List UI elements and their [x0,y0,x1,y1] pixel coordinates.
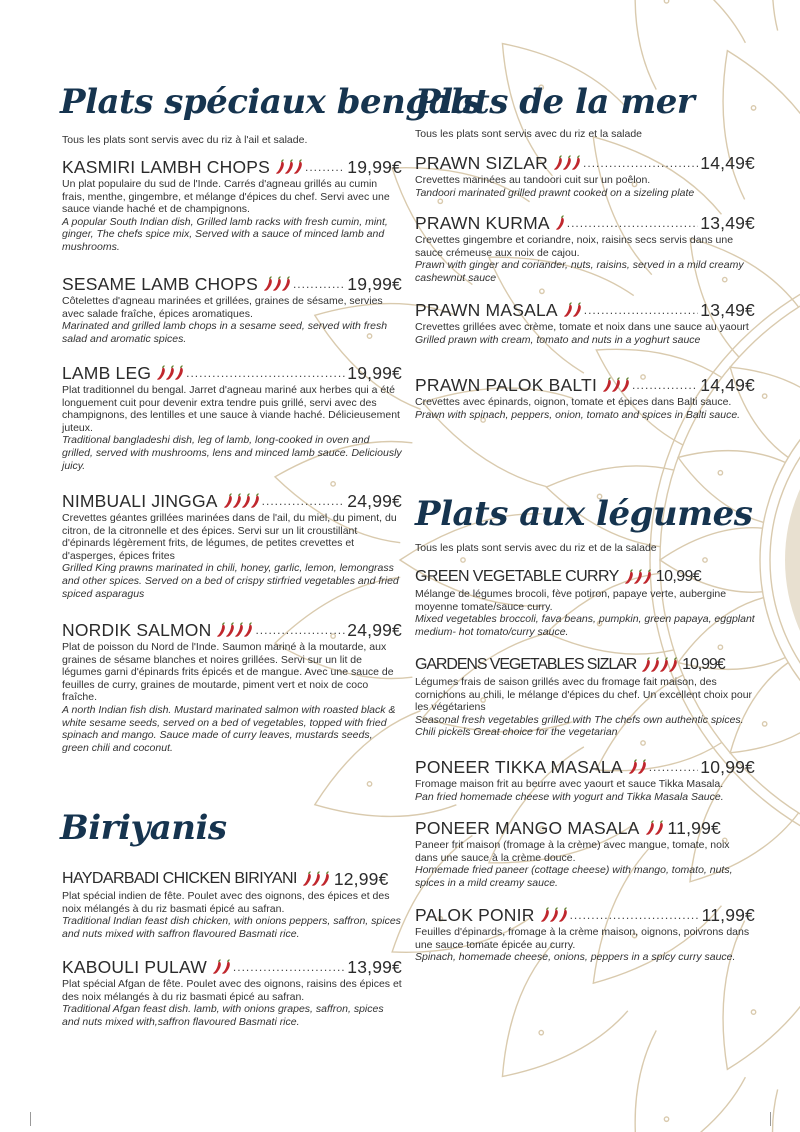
leader-dots [293,277,345,291]
item-description-fr: Crevettes gingembre et coriandre, noix, raisins secs servis dans une sauce crémeuse aux noix de cajou. [415,234,734,259]
chili-pepper-icon [320,871,331,887]
spice-level [553,155,580,171]
item-description-en: Prawn with spinach, peppers, onion, tomato and spices in Balti sauce. [415,408,741,421]
menu-item [415,212,755,284]
chili-pepper-icon [654,820,665,836]
spice-level [223,493,259,509]
item-name: GREEN VEGETABLE CURRY [415,568,619,585]
leader-dots [567,216,699,230]
chili-pepper-icon [293,159,304,175]
item-price: 11,99€ [667,817,721,838]
leader-dots [649,760,699,774]
item-description-fr: Légumes frais de saison grillés avec du fromage fait maison, des cornichons au chili, le mélange d'épices du chef. Un excellent choix pour les végétariens [415,676,753,714]
spice-level [302,871,329,887]
spice-level [624,569,651,585]
chili-pepper-icon [221,959,232,975]
item-price: 13,49€ [700,212,755,233]
section-title-legumes: Plats aux légumes [415,494,753,534]
chili-pepper-icon [668,657,679,673]
menu-item [415,374,755,421]
menu-item [62,956,402,1028]
item-price: 19,99€ [347,362,402,383]
menu-item [415,566,755,638]
section-subtitle-bengal: Tous les plats sont servis avec du riz à l'ail et salade. [62,134,308,146]
leader-dots [262,494,346,508]
menu-item [62,156,402,254]
menu-item [415,152,755,199]
spice-level [602,377,629,393]
leader-dots [570,908,700,922]
leader-dots [583,156,698,170]
item-description-en: Pan fried homemade cheese with yogurt and Tikka Masala Sauce. [415,790,724,803]
section-title-biriyanis: Biriyanis [60,808,227,848]
chili-pepper-icon [572,302,583,318]
spice-level [212,959,230,975]
chili-pepper-icon [637,759,648,775]
leader-dots [632,378,698,392]
menu-item [415,756,755,803]
item-description-fr: Crevettes géantes grillées marinées dans de l'ail, du miel, du piment, du citron, de la citronnelle et des épices. Servi sur un lit croustillant d'épinards légèrement frits, de légumes, de petites crevettes et d'asperges, épices frites [62,512,397,562]
item-price: 13,99€ [347,956,402,977]
chili-pepper-icon [620,377,631,393]
item-name: PALOK PONIR [415,904,535,925]
spice-level [563,302,581,318]
menu-item [62,273,402,345]
menu-item [62,362,402,472]
menu-item [415,904,755,964]
item-description-en: A popular South Indian dish, Grilled lamb racks with fresh cumin, mint, ginger, The chefs spice mix, Served with a sauce of minced lamb and mushrooms. [62,215,388,253]
item-description-en: Marinated and grilled lamb chops in a sesame seed, served with fresh salad and aromatic spices. [62,320,388,345]
chili-pepper-icon [558,907,569,923]
item-description-fr: Fromage maison frit au beurre avec yaourt et sauce Tikka Masala. [415,778,724,790]
item-description-en: Seasonal fresh vegetables grilled with The chefs own authentic spices. Chili pickels Great choice for the vegetarian [415,713,744,739]
item-name: SESAME LAMB CHOPS [62,273,258,294]
item-description-fr: Plat spécial indien de fête. Poulet avec des oignons, des épices et des noix mélangés à du riz basmati épicé au safran. [62,890,390,915]
crop-mark [30,1112,31,1126]
item-description-fr: Feuilles d'épinards, fromage à la crème maison, oignons, poivrons dans une sauce tomate épicée au curry. [415,926,750,951]
item-name: NORDIK SALMON [62,619,212,640]
chili-pepper-icon [571,155,582,171]
item-name: PRAWN KURMA [415,212,550,233]
item-description-en: Grilled prawn with cream, tomato and nuts in a yoghurt sauce [415,333,701,346]
item-description-fr: Mélange de légumes brocoli, fève potiron, papaye verte, aubergine moyenne tomate/sauce curry. [415,588,727,613]
spice-level [263,276,290,292]
leader-dots [186,366,345,380]
item-price: 14,49€ [700,152,755,173]
section-title-mer: Plats de la mer [415,82,695,122]
item-description-en: Mixed vegetables broccoli, fava beans, pumpkin, green papaya, eggplant medium- hot tomato/curry sauce. [415,613,755,638]
leader-dots [255,623,345,637]
item-price: 13,49€ [700,299,755,320]
item-price: 24,99€ [347,490,402,511]
chili-pepper-icon [250,493,261,509]
item-price: 19,99€ [347,273,402,294]
item-description-fr: Un plat populaire du sud de l'Inde. Carrés d'agneau grillés au cumin frais, menthe, gingembre, et mélange d'épices du chef. Servi avec une sauce viande haché et de champignons. [62,178,390,216]
section-subtitle-legumes: Tous les plats sont servis avec du riz et de la salade [415,542,657,554]
item-description-en: Spinach, homemade cheese, onions, peppers in a spicy curry sauce. [415,951,736,964]
item-description-en: Tandoori marinated grilled prawnt cooked on a sizeling plate [415,186,695,199]
section-subtitle-mer: Tous les plats sont servis avec du riz et la salade [415,128,643,140]
item-price: 10,99€ [700,756,755,777]
spice-level [628,759,646,775]
item-name: HAYDARBADI CHICKEN BIRIYANI [62,870,297,887]
item-description-en: Prawn with ginger and coriander, nuts, raisins, served in a mild creamy cashewnut sauce [415,259,744,284]
item-description-fr: Crevettes marinées au tandoori cuit sur un poêlon. [415,174,651,186]
chili-pepper-icon [642,569,653,585]
item-description-fr: Crevettes grillées avec crème, tomate et noix dans une sauce au yaourt [415,321,749,333]
item-description-en: Traditional Indian feast dish chicken, with onions peppers, saffron, spices and nuts mixed with saffron flavoured Basmati rice. [62,915,401,940]
item-name: PRAWN PALOK BALTI [415,374,598,395]
chili-pepper-icon [555,215,566,231]
menu-item [62,868,402,940]
spice-level [641,657,677,673]
item-name: KABOULI PULAW [62,956,207,977]
menu-item [62,490,402,600]
item-description-fr: Côtelettes d'agneau marinées et grillées, graines de sésame, servies avec salade fraîche, épices aromatiques. [62,295,383,320]
section-title-bengal: Plats spéciaux bengals [60,82,482,122]
chili-pepper-icon [243,622,254,638]
item-description-fr: Plat spécial Afgan de fête. Poulet avec des oignons, raisins des épices et des noix mélangés à du riz basmati épicé au safran. [62,978,402,1003]
chili-pepper-icon [174,365,185,381]
item-name: GARDENS VEGETABLES SIZLAR [415,656,637,673]
crop-mark [770,1112,771,1126]
item-description-en: Grilled King prawns marinated in chili, honey, garlic, lemon, lemongrass and other spices. Served on a bed of crispy stirfried vegetables and fried spiced asparagus [62,562,399,600]
chili-pepper-icon [281,276,292,292]
item-description-en: Traditional bangladeshi dish, leg of lamb, long-cooked in oven and grilled, served with mushrooms, lens and minced lamb sauce. Deliciously juicy. [62,434,402,472]
spice-level [156,365,183,381]
leader-dots [305,160,345,174]
item-description-fr: Paneer frit maison (fromage à la crème) avec mangue, tomate, noix dans une sauce à la crème douce. [415,839,730,864]
item-price: 14,49€ [700,374,755,395]
item-description-fr: Crevettes avec épinards, oignon, tomate et épices dans Balti sauce. [415,396,732,408]
item-price: 10,99€ [682,656,725,673]
item-description-fr: Plat de poisson du Nord de l'Inde. Saumon mariné à la moutarde, aux graines de sésame blanches et noires grillées. Servi sur un lit de légumes garni d'épinards frits épicés et de mangue. Avec une sauce de feuilles de curry, graines de moutarde, piment vert et noix de coco fraîche. [62,641,394,704]
item-name: PRAWN MASALA [415,299,558,320]
menu-item [415,299,755,346]
item-price: 11,99€ [701,904,755,925]
item-name: LAMB LEG [62,362,152,383]
spice-level [555,215,564,231]
spice-level [275,159,302,175]
item-name: KASMIRI LAMBH CHOPS [62,156,271,177]
item-description-en: Homemade fried paneer (cottage cheese) with mango, tomato, nuts, spices in a mild creamy sauce. [415,864,733,889]
item-name: PRAWN SIZLAR [415,152,549,173]
leader-dots [233,960,345,974]
item-name: NIMBUALI JINGGA [62,490,218,511]
spice-level [216,622,252,638]
item-price: 24,99€ [347,619,402,640]
item-price: 19,99€ [347,156,402,177]
menu-item [62,619,402,754]
spice-level [540,907,567,923]
item-name: PONEER MANGO MASALA [415,817,640,838]
item-price: 12,99€ [333,868,389,889]
item-description-en: Traditional Afgan feast dish. lamb, with onions grapes, saffron, spices and nuts mixed with,saffron flavoured Basmati rice. [62,1003,384,1028]
item-price: 10,99€ [655,568,702,585]
menu-item [415,654,755,739]
spice-level [645,820,663,836]
item-description-en: A north Indian fish dish. Mustard marinated salmon with roasted black & white sesame seeds, served on a bed of vegetables, topped with fried spinach and mango. Sauce made of curry leaves, mustards seeds, green chili and coconut. [62,703,396,754]
menu-item [415,817,755,889]
leader-dots [584,303,699,317]
item-description-fr: Plat traditionnel du bengal. Jarret d'agneau mariné aux herbes qui a été longuement cuit pour devenir extra tendre puis grillé, servi avec des champignons, des lentilles et une sauce à viande haché. Délicieusement juteux. [62,384,400,434]
item-name: PONEER TIKKA MASALA [415,756,623,777]
